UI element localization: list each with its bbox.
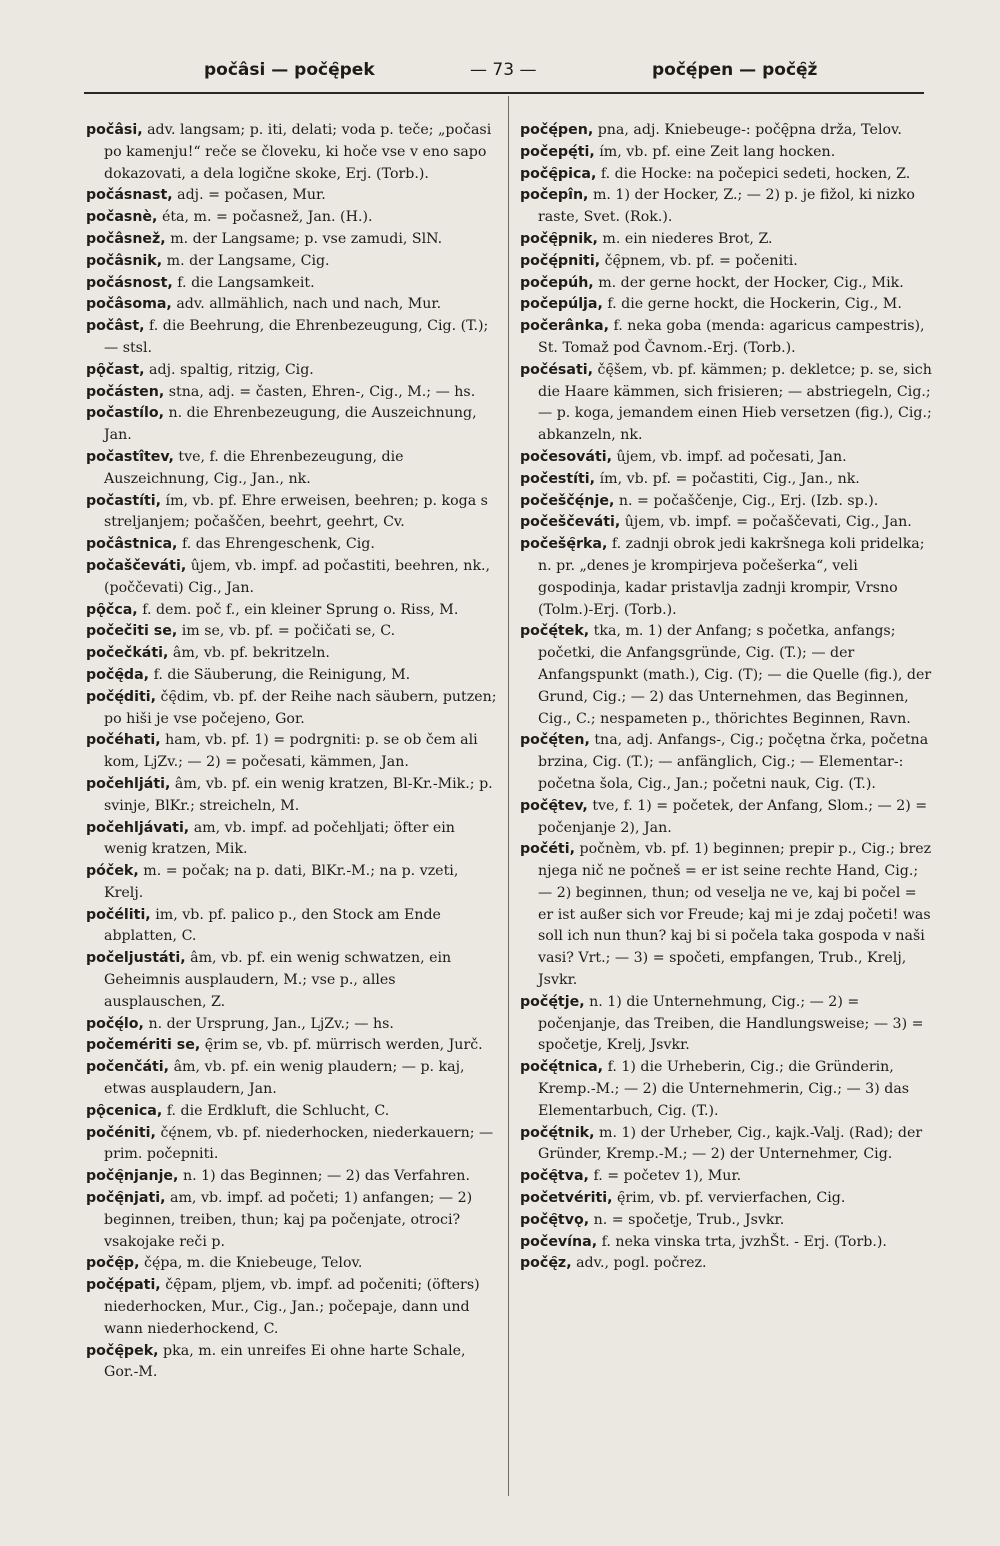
dictionary-entry (86, 1341, 498, 1385)
entry-definition: n. der Ursprung, Jan., LjZv.; — hs. (143, 1015, 394, 1032)
entry-headword: počę́lo, (86, 1015, 144, 1032)
entry-headword: póček, (86, 863, 139, 880)
entry-definition: f. das Ehrengeschenk, Cig. (177, 536, 375, 553)
entry-definition: tve, f. die Ehrenbezeugung, die Auszeichnung, Cig., Jan., nk. (104, 448, 404, 487)
dictionary-entry (86, 185, 498, 207)
entry-headword: počešę̑rka, (520, 536, 608, 553)
entry-definition: n. die Ehrenbezeugung, die Auszeichnung, Jan. (104, 405, 477, 444)
dictionary-entry (86, 1253, 498, 1275)
entry-definition: âm, vb. pf. ein wenig kratzen, Bl-Kr.-Mik.; p. svinje, BlKr.; streicheln, M. (104, 775, 493, 814)
entry-headword: počeščeváti, (520, 514, 621, 531)
entry-headword: počečkáti, (86, 645, 169, 662)
entry-headword: počâst, (86, 318, 145, 335)
dictionary-entry (520, 251, 932, 273)
entry-definition: ę̑rim, vb. pf. vervierfachen, Cig. (612, 1190, 846, 1207)
dictionary-entry (86, 905, 498, 949)
entry-headword: počéhati, (86, 732, 161, 749)
dictionary-entry (520, 447, 932, 469)
entry-headword: počehljávati, (86, 819, 190, 836)
dictionary-entry (86, 273, 498, 295)
entry-headword: počę́ten, (520, 732, 590, 749)
dictionary-entry (520, 1166, 932, 1188)
dictionary-entry (520, 273, 932, 295)
entry-headword: počerânka, (520, 318, 610, 335)
entry-headword: počâsnik, (86, 252, 163, 269)
entry-definition: stna, adj. = časten, Ehren-, Cig., M.; — hs. (164, 383, 476, 400)
entry-headword: počâsi, (86, 122, 143, 138)
dictionary-entry (520, 1188, 932, 1210)
entry-definition: f. zadnji obrok jedi kakršnega koli pridelka; n. pr. „denes je krompirjeva počešerka“, veli gospodinja, kadar pristavlja zadnji krompir, Vrsno (Tolm.)-Erj. (Torb.). (538, 536, 925, 618)
entry-headword: počečiti se, (86, 623, 178, 640)
left-guide-word: počâsi — počę̑pek (204, 60, 375, 80)
dictionary-entry (86, 207, 498, 229)
dictionary-entry (520, 992, 932, 1057)
dictionary-entry (86, 948, 498, 1013)
entry-headword: počéti, (520, 841, 575, 858)
entry-headword: počestíti, (520, 470, 596, 487)
entry-definition: pna, adj. Kniebeuge-: počę̑pna drža, Telov. (593, 122, 902, 138)
entry-headword: počeljustáti, (86, 950, 186, 967)
dictionary-entry (520, 534, 932, 621)
entry-definition: ûjem, vb. impf. ad počesati, Jan. (611, 448, 847, 465)
entry-headword: počę̑njati, (86, 1190, 166, 1207)
entry-definition: f. die gerne hockt, die Hockerin, Cig., M. (602, 296, 902, 313)
entry-headword: počę́diti, (86, 688, 156, 705)
dictionary-entry (86, 861, 498, 905)
entry-definition: âm, vb. pf. ein wenig schwatzen, ein Geheimnis ausplaudern, M.; vse p., alles ausplauschen, Z. (104, 950, 452, 1010)
entry-headword: počásten, (86, 383, 165, 400)
entry-definition: m. = počak; na p. dati, BlKr.-M.; na p. vzeti, Krelj. (104, 863, 459, 901)
dictionary-entry (86, 294, 498, 316)
dictionary-entry (86, 818, 498, 862)
entry-headword: počę̑pek, (86, 1342, 159, 1359)
dictionary-entry (86, 687, 498, 731)
entry-headword: počâsoma, (86, 296, 172, 313)
entry-headword: počehljáti, (86, 775, 171, 792)
dictionary-entry (86, 600, 498, 622)
dictionary-entry (86, 382, 498, 404)
entry-headword: počéniti, (86, 1124, 156, 1141)
dictionary-entry (86, 316, 498, 360)
entry-definition: ham, vb. pf. 1) = podrgniti: p. se ob čem ali kom, LjZv.; — 2) = počesati, kämmen, Jan. (104, 732, 478, 771)
entry-definition: pka, m. ein unreifes Ei ohne harte Schale, Gor.-M. (104, 1342, 466, 1381)
entry-headword: počasnè, (86, 209, 158, 226)
dictionary-entry (520, 164, 932, 186)
entry-definition: f. die Beehrung, die Ehrenbezeugung, Cig. (T.); — stsl. (104, 318, 489, 356)
dictionary-entry (520, 491, 932, 513)
dictionary-entry (86, 534, 498, 556)
entry-headword: počésati, (520, 361, 593, 378)
header-rule (84, 92, 924, 94)
entry-headword: počásnost, (86, 274, 173, 291)
entry-headword: počeščę́nje, (520, 492, 615, 509)
page-number: — 73 — (470, 60, 537, 80)
entry-definition: čę́nem, vb. pf. niederhocken, niederkauern; — prim. počepniti. (104, 1124, 494, 1163)
entry-headword: počaščeváti, (86, 557, 187, 574)
dictionary-entry (86, 730, 498, 774)
entry-definition: ím, vb. pf. Ehre erweisen, beehren; p. koga s streljanjem; počaščen, beehrt, geehrt, Cv. (104, 492, 488, 531)
dictionary-entry (520, 621, 932, 730)
entry-definition: ím, vb. pf. eine Zeit lang hocken. (594, 143, 836, 160)
dictionary-entry (520, 469, 932, 491)
entry-definition: f. neka vinska trta, jvzhŠt. - Erj. (Torb.). (597, 1233, 887, 1250)
entry-definition: im, vb. pf. palico p., den Stock am Ende abplatten, C. (104, 906, 441, 945)
entry-definition: âm, vb. pf. ein wenig plaudern; — p. kaj, etwas ausplaudern, Jan. (104, 1059, 465, 1098)
entry-definition: čę̑šem, vb. pf. kämmen; p. dekletce; p. se, sich die Haare kämmen, sich frisieren; — abstriegeln, Cig.; — p. koga, jemandem einen Hieb versetzen (fig.), Cig.; abkanzeln, nk. (538, 361, 932, 444)
entry-headword: počepúlja, (520, 296, 603, 313)
entry-definition: f. die Erdkluft, die Schlucht, C. (162, 1102, 390, 1119)
dictionary-entry (520, 1123, 932, 1167)
dictionary-entry (520, 229, 932, 251)
entry-headword: počevína, (520, 1233, 598, 1250)
dictionary-entry (520, 120, 932, 142)
dictionary-entry (86, 556, 498, 600)
entry-definition: f. die Langsamkeit. (172, 274, 315, 291)
entry-definition: f. die Säuberung, die Reinigung, M. (149, 666, 411, 683)
dictionary-entry (86, 360, 498, 382)
entry-definition: n. = spočetje, Trub., Jsvkr. (589, 1211, 785, 1228)
entry-definition: f. 1) die Urheberin, Cig.; die Gründerin, Kremp.-M.; — 2) die Unternehmerin, Cig.; — 3) das Elementarbuch, Cig. (T.). (538, 1059, 910, 1119)
dictionary-entry (86, 1188, 498, 1253)
entry-definition: tna, adj. Anfangs-, Cig.; počętna črka, početna brzina, Cig. (T.); — anfänglich, Cig.; — Elementar-: početna šola, Cig., Jan.; početni nauk, Cig. (T.). (538, 732, 929, 792)
right-guide-word: počę́pen — počę̑ž (652, 60, 818, 80)
entry-headword: počę̑tev, (520, 797, 588, 814)
entry-headword: počę̑da, (86, 666, 150, 683)
dictionary-entry (86, 665, 498, 687)
entry-definition: m. ein niederes Brot, Z. (597, 230, 773, 247)
entry-headword: počenčáti, (86, 1059, 170, 1076)
dictionary-entry (520, 796, 932, 840)
entry-definition: f. neka goba (menda: agaricus campestris), St. Tomaž pod Čavnom.-Erj. (Torb.). (538, 318, 925, 356)
dictionary-entry (520, 185, 932, 229)
dictionary-entry (86, 229, 498, 251)
entry-definition: m. der Langsame, Cig. (162, 252, 330, 269)
entry-definition: tve, f. 1) = početek, der Anfang, Slom.; — 2) = počenjanje 2), Jan. (538, 797, 928, 836)
dictionary-entry (86, 251, 498, 273)
entry-headword: pǫ̑čca, (86, 601, 138, 618)
dictionary-entry (520, 294, 932, 316)
entry-headword: počę́pniti, (520, 252, 601, 269)
entry-definition: tka, m. 1) der Anfang; s početka, anfangs; početki, die Anfangsgründe, Cig. (T.); — der Anfangspunkt (math.), Cig. (T); — die Quelle (fig.), der Grund, Cig.; — 2) das Unternehmen, das Beginnen, Cig., C.; nespameten p., thörichtes Beginnen, Ravn. (538, 623, 932, 727)
entry-headword: počę́tje, (520, 993, 585, 1010)
entry-definition: am, vb. impf. ad početi; 1) anfangen; — 2) beginnen, treiben, thun; kaj pa počenjate, otroci? vsakojake reči p. (104, 1190, 473, 1250)
entry-headword: počâsnež, (86, 230, 166, 247)
entry-headword: počę́pati, (86, 1277, 161, 1294)
entry-definition: počnèm, vb. pf. 1) beginnen; prepir p., Cig.; brez njega nič ne počneš = er ist seine rechte Hand, Cig.; — 2) beginnen, thun; od veselja ne ve, kaj bi počel = er ist außer sich vor Freude; kaj mi je zdaj početi! was soll ich nun thun? kaj bi si počela taka gospoda v naši vasi? Vrt.; — 3) = spočeti, empfangen, Trub., Krelj, Jsvkr. (538, 841, 932, 989)
column-divider (508, 96, 509, 1496)
entry-definition: f. die Hocke: na počepici sedeti, hocken, Z. (596, 165, 911, 182)
entry-definition: f. = početev 1), Mur. (588, 1168, 742, 1185)
entry-definition: čę́pa, m. die Kniebeuge, Telov. (139, 1255, 363, 1272)
entry-headword: počéliti, (86, 906, 151, 923)
entry-headword: pǫ̑cenica, (86, 1102, 163, 1119)
entry-headword: počepę́ti, (520, 143, 595, 160)
dictionary-entry (86, 1166, 498, 1188)
entry-headword: počę̑pnik, (520, 230, 598, 247)
dictionary-entry (86, 1057, 498, 1101)
left-column (86, 120, 498, 1384)
entry-headword: početvériti, (520, 1190, 613, 1207)
entry-definition: ę̑rim se, vb. pf. mürrisch werden, Jurč. (200, 1037, 483, 1054)
dictionary-entry (520, 1232, 932, 1254)
dictionary-entry (520, 316, 932, 360)
dictionary-entry (86, 1014, 498, 1036)
entry-headword: počásnast, (86, 187, 173, 204)
entry-definition: adj. spaltig, ritzig, Cig. (144, 361, 314, 378)
page-header (84, 60, 920, 92)
dictionary-entry (86, 1275, 498, 1340)
dictionary-entry (86, 403, 498, 447)
dictionary-entry (520, 142, 932, 164)
entry-definition: âm, vb. pf. bekritzeln. (168, 645, 330, 662)
entry-definition: f. dem. poč f., ein kleiner Sprung o. Riss, M. (137, 601, 459, 618)
entry-definition: ûjem, vb. impf. = počaščevati, Cig., Jan. (620, 514, 912, 531)
entry-definition: adv. langsam; p. iti, delati; voda p. teče; „počasi po kamenju!“ reče se človeku, ki hoče vse v eno sapo dokazovati, a dela logične skoke, Erj. (Torb.). (104, 122, 492, 182)
entry-headword: počę̑njanje, (86, 1168, 179, 1185)
entry-headword: počę́pen, (520, 122, 594, 138)
dictionary-entry (520, 1057, 932, 1122)
dictionary-entry (86, 1035, 498, 1057)
dictionary-entry (520, 512, 932, 534)
dictionary-entry (520, 1253, 932, 1275)
entry-definition: ûjem, vb. impf. ad počastiti, beehren, nk., (poččevati) Cig., Jan. (104, 557, 491, 596)
entry-definition: m. der gerne hockt, der Hocker, Cig., Mik. (593, 274, 904, 291)
entry-definition: ím, vb. pf. = počastiti, Cig., Jan., nk. (595, 470, 860, 487)
entry-headword: počę̑p, (86, 1255, 140, 1272)
entry-headword: počę́tnik, (520, 1124, 595, 1141)
entry-headword: počę̑z, (520, 1255, 572, 1272)
dictionary-entry (86, 1123, 498, 1167)
entry-definition: am, vb. impf. ad počehljati; öfter ein wenig kratzen, Mik. (104, 819, 455, 858)
entry-definition: éta, m. = počasnež, Jan. (H.). (157, 209, 373, 226)
entry-headword: počepúh, (520, 274, 594, 291)
entry-headword: pǫ̑čast, (86, 361, 145, 378)
entry-definition: n. 1) die Unternehmung, Cig.; — 2) = počenjanje, das Treiben, die Handlungsweise; — 3) = spočetje, Krelj, Jsvkr. (538, 993, 924, 1054)
entry-definition: im se, vb. pf. = počičati se, C. (177, 623, 396, 640)
entry-definition: čę̑pam, pljem, vb. impf. ad počeniti; (öfters) niederhocken, Mur., Cig., Jan.; počepaje, dann und wann niederhockend, C. (104, 1277, 480, 1337)
entry-headword: počâstnica, (86, 536, 178, 553)
entry-headword: počę́tek, (520, 623, 590, 640)
dictionary-entry (520, 360, 932, 447)
entry-headword: počę̑tva, (520, 1168, 589, 1185)
entry-headword: počę̑pica, (520, 165, 597, 182)
right-column (520, 120, 932, 1275)
entry-headword: počę̑tvǫ, (520, 1211, 590, 1228)
entry-headword: počemériti se, (86, 1037, 201, 1054)
entry-definition: n. 1) das Beginnen; — 2) das Verfahren. (178, 1168, 470, 1185)
entry-definition: čę̑pnem, vb. pf. = počeniti. (600, 252, 798, 269)
dictionary-entry (86, 491, 498, 535)
dictionary-entry (520, 839, 932, 992)
entry-headword: počę́tnica, (520, 1059, 604, 1076)
dictionary-entry (86, 1101, 498, 1123)
entry-definition: čę̑dim, vb. pf. der Reihe nach säubern, putzen; po hiši je vse počejeno, Gor. (104, 688, 497, 727)
dictionary-entry (86, 774, 498, 818)
entry-headword: počastîtev, (86, 448, 174, 465)
entry-headword: počastíti, (86, 492, 162, 509)
dictionary-entry (86, 447, 498, 491)
entry-headword: počastílo, (86, 405, 164, 422)
dictionary-entry (86, 120, 498, 185)
dictionary-entry (86, 621, 498, 643)
dictionary-entry (520, 1210, 932, 1232)
entry-headword: počepîn, (520, 187, 589, 204)
entry-definition: m. 1) der Urheber, Cig., kajk.-Valj. (Rad); der Gründer, Kremp.-M.; — 2) der Unternehmer, Cig. (538, 1124, 923, 1163)
dictionary-entry (86, 643, 498, 665)
entry-definition: adv. allmählich, nach und nach, Mur. (171, 296, 442, 313)
entry-definition: adv., pogl. počrez. (571, 1255, 707, 1272)
entry-definition: n. = počaščenje, Cig., Erj. (Izb. sp.). (614, 492, 879, 509)
entry-definition: m. der Langsame; p. vse zamudi, SlN. (165, 230, 443, 247)
entry-definition: m. 1) der Hocker, Z.; — 2) p. je fižol, ki nizko raste, Svet. (Rok.). (538, 187, 915, 226)
dictionary-entry (520, 730, 932, 795)
entry-headword: počesováti, (520, 448, 612, 465)
entry-definition: adj. = počasen, Mur. (172, 187, 326, 204)
